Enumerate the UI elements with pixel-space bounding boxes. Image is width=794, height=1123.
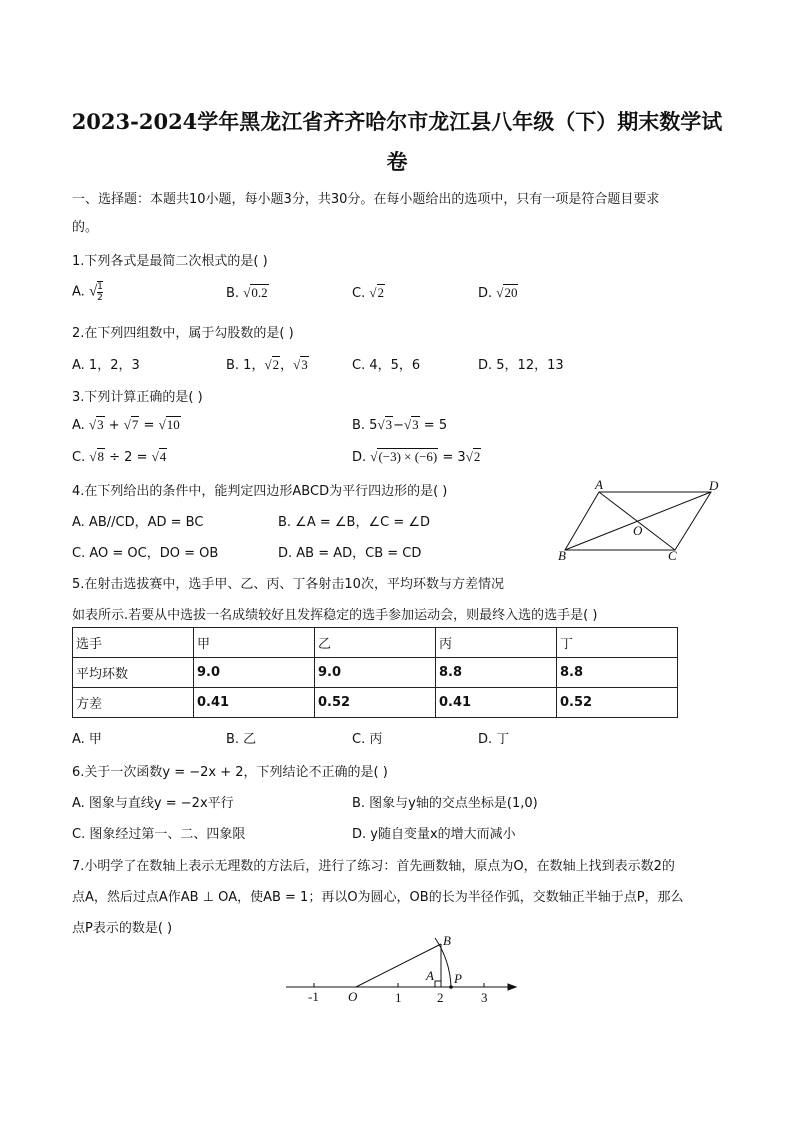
table-cell: 8.8 bbox=[436, 658, 557, 688]
q1-option-d-label: D. bbox=[478, 286, 493, 301]
q2-stem: 2.在下列四组数中，属于勾股数的是( ) bbox=[72, 326, 294, 341]
q4-option-c: C. AO = OC，DO = OB bbox=[72, 546, 219, 561]
table-cell: 0.52 bbox=[315, 688, 436, 718]
table-cell: 甲 bbox=[194, 628, 315, 658]
q1-option-a-label: A. bbox=[72, 284, 85, 300]
page-title-line1: 2023-2024学年黑龙江省齐齐哈尔市龙江县八年级（下）期末数学试 bbox=[71, 109, 723, 134]
q2-b-radicand2: 3 bbox=[301, 357, 308, 372]
table-cell: 丙 bbox=[436, 628, 557, 658]
q3-b-label: B. 5 bbox=[352, 418, 378, 433]
q3-a-label: A. bbox=[72, 418, 85, 433]
q4-stem: 4.在下列给出的条件中，能判定四边形ABCD为平行四边形的是( ) bbox=[72, 484, 448, 499]
q3-c-r1: 8 bbox=[97, 449, 104, 464]
q1-option-c: C. √2 bbox=[352, 285, 384, 301]
label-b: B bbox=[558, 548, 566, 563]
label-a: A bbox=[426, 968, 434, 983]
q7-stem-line2: 点A，然后过点A作AB ⊥ OA，使AB = 1；再以O为圆心，OB的长为半径作弧，交数轴正半轴于点P，那么 bbox=[72, 890, 684, 905]
label-c: C bbox=[668, 548, 677, 563]
q6-option-d: D. y随自变量x的增大而减小 bbox=[352, 827, 516, 842]
q1-option-c-label: C. bbox=[352, 286, 366, 301]
q1-c-radicand: 2 bbox=[377, 285, 384, 300]
q3-d-label: D. bbox=[352, 450, 367, 465]
q2-b-radicand1: 2 bbox=[272, 357, 280, 372]
q3-stem: 3.下列计算正确的是( ) bbox=[72, 390, 203, 405]
q7-stem-line3: 点P表示的数是( ) bbox=[72, 921, 173, 936]
q3-a-r2: 7 bbox=[131, 417, 139, 432]
tick-label-1: 1 bbox=[395, 990, 402, 1005]
q3-option-c: C. √8 ÷ 2 = √4 bbox=[72, 449, 167, 465]
q5-score-table bbox=[72, 627, 678, 718]
table-cell: 0.41 bbox=[436, 688, 557, 718]
table-cell: 乙 bbox=[315, 628, 436, 658]
right-angle-mark bbox=[435, 981, 441, 987]
table-row bbox=[73, 658, 678, 688]
q3-c-label: C. bbox=[72, 450, 86, 465]
label-b: B bbox=[443, 933, 451, 948]
table-cell: 9.0 bbox=[315, 658, 436, 688]
label-o: O bbox=[348, 989, 358, 1004]
q4-option-b: B. ∠A = ∠B，∠C = ∠D bbox=[278, 515, 431, 530]
q4-option-d: D. AB = AD，CB = CD bbox=[278, 546, 422, 561]
q5-option-a: A. 甲 bbox=[72, 732, 102, 747]
tick-label-3: 3 bbox=[481, 990, 488, 1005]
q4-option-a: A. AB//CD，AD = BC bbox=[72, 515, 204, 530]
q1-option-b-label: B. bbox=[226, 286, 240, 301]
q3-b-minus: − bbox=[393, 418, 405, 433]
q1-d-radicand: 20 bbox=[504, 285, 518, 300]
q6-option-b: B. 图象与y轴的交点坐标是(1,0) bbox=[352, 796, 538, 811]
q3-a-r3: 10 bbox=[166, 417, 180, 432]
q1-a-numerator: 1 bbox=[97, 282, 103, 292]
q5-option-c: C. 丙 bbox=[352, 732, 383, 747]
q5-stem-line1: 5.在射击选拔赛中，选手甲、乙、丙、丁各射击10次，平均环数与方差情况 bbox=[72, 577, 504, 592]
diagonal-bd bbox=[565, 492, 711, 550]
q7-number-line-figure bbox=[280, 930, 530, 1010]
q2-option-b-label: B. 1， bbox=[226, 358, 265, 373]
q2-b-sep: ， bbox=[280, 358, 294, 373]
section-instruction-line1: 一、选择题：本题共10小题，每小题3分，共30分。在每小题给出的选项中，只有一项是符合题目要求 bbox=[72, 192, 660, 207]
q5-option-b: B. 乙 bbox=[226, 732, 257, 747]
q3-option-d: D. √(−3) × (−6) = 3√2 bbox=[352, 449, 481, 465]
q3-option-a: A. √3 + √7 = √10 bbox=[72, 417, 180, 433]
q7-stem-line1: 7.小明学了在数轴上表示无理数的方法后，进行了练习：首先画数轴，原点为O，在数轴上找到表示数2的 bbox=[72, 859, 675, 874]
q3-d-r2: 2 bbox=[473, 449, 481, 464]
q2-option-d: D. 5，12，13 bbox=[478, 358, 564, 373]
table-cell: 8.8 bbox=[557, 658, 678, 688]
q3-b-r2: 3 bbox=[412, 417, 419, 432]
label-d: D bbox=[709, 478, 719, 493]
q6-option-a: A. 图象与直线y = −2x平行 bbox=[72, 796, 234, 811]
q1-b-radicand: 0.2 bbox=[251, 285, 268, 300]
label-a: A bbox=[595, 478, 603, 492]
q1-stem: 1.下列各式是最简二次根式的是( ) bbox=[72, 254, 268, 269]
q3-d-r1: (−3) × (−6) bbox=[378, 449, 438, 464]
q1-option-a: A. √ $\frac{1}{2}$ bbox=[72, 282, 103, 303]
table-cell: 0.52 bbox=[557, 688, 678, 718]
q3-c-div: ÷ 2 = bbox=[109, 450, 148, 465]
q3-a-plus: + bbox=[108, 418, 120, 433]
q1-option-b: B. √0.2 bbox=[226, 285, 268, 301]
q2-option-b: B. 1，√2，√3 bbox=[226, 357, 308, 373]
q2-option-c: C. 4，5，6 bbox=[352, 358, 421, 373]
tick-label-minus1: -1 bbox=[308, 989, 319, 1004]
table-cell: 丁 bbox=[557, 628, 678, 658]
axis-arrow-icon bbox=[508, 984, 516, 990]
section-instruction-line2: 的。 bbox=[72, 220, 99, 235]
q3-b-eq: = 5 bbox=[423, 418, 448, 433]
tick-label-2: 2 bbox=[437, 990, 444, 1005]
label-o: O bbox=[633, 523, 643, 538]
q1-option-d: D. √20 bbox=[478, 285, 518, 301]
q4-parallelogram-figure bbox=[555, 478, 735, 564]
table-row bbox=[73, 628, 678, 658]
q3-b-r1: 3 bbox=[385, 417, 393, 432]
q3-option-b: B. 5√3−√3 = 5 bbox=[352, 417, 448, 433]
q6-option-c: C. 图象经过第一、二、四象限 bbox=[72, 827, 246, 842]
q3-a-eq: = bbox=[143, 418, 155, 433]
table-cell: 平均环数 bbox=[73, 658, 194, 688]
table-cell: 0.41 bbox=[194, 688, 315, 718]
table-cell: 选手 bbox=[73, 628, 194, 658]
q2-option-a: A. 1，2，3 bbox=[72, 358, 140, 373]
table-row bbox=[73, 688, 678, 718]
table-cell: 9.0 bbox=[194, 658, 315, 688]
table-cell: 方差 bbox=[73, 688, 194, 718]
label-p: P bbox=[454, 971, 462, 986]
q5-stem-line2: 如表所示.若要从中选拔一名成绩较好且发挥稳定的选手参加运动会，则最终入选的选手是( ) bbox=[72, 608, 598, 623]
q1-a-denominator: 2 bbox=[97, 293, 103, 303]
page-title-line2: 卷 bbox=[386, 149, 408, 174]
q6-stem: 6.关于一次函数y = −2x + 2，下列结论不正确的是( ) bbox=[72, 765, 388, 780]
q3-c-r2: 4 bbox=[159, 449, 167, 464]
point-p-dot bbox=[449, 985, 453, 989]
q5-option-d: D. 丁 bbox=[478, 732, 510, 747]
q3-d-eq: = 3 bbox=[442, 450, 466, 465]
q3-a-r1: 3 bbox=[97, 417, 104, 432]
